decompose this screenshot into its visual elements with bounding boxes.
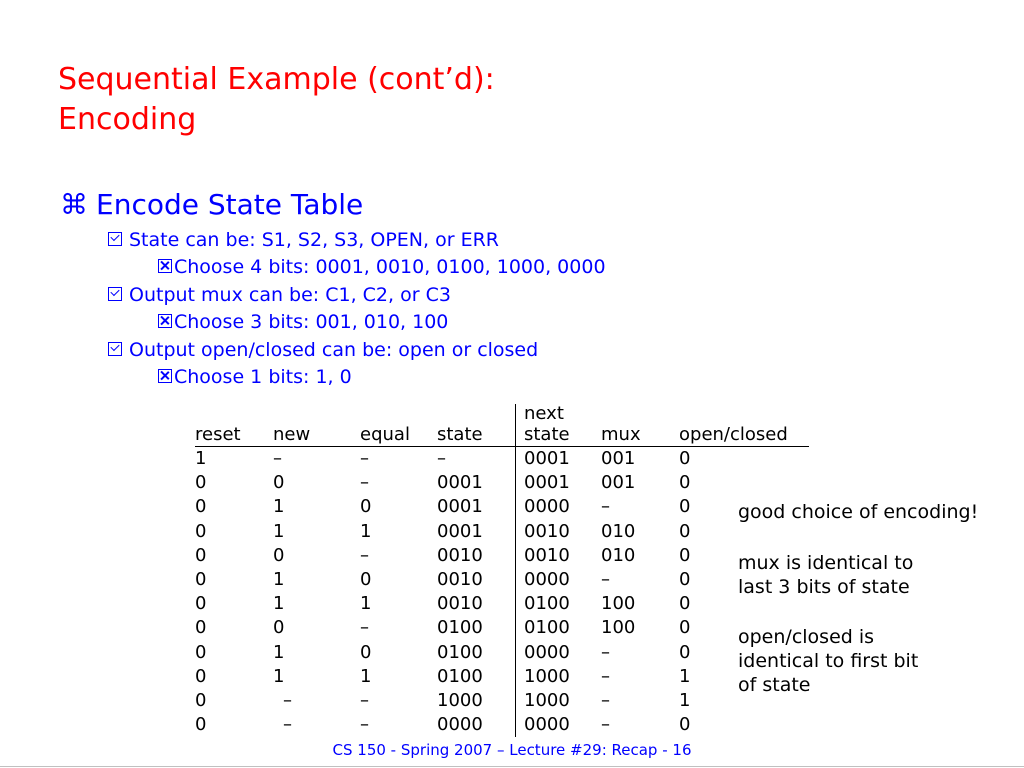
table-row bbox=[195, 713, 809, 737]
header-next-state: state bbox=[516, 424, 602, 447]
command-icon: ⌘ bbox=[60, 188, 88, 221]
table-row bbox=[195, 447, 809, 472]
cell-reset: 0 bbox=[195, 689, 207, 711]
cell-mux: 010 bbox=[601, 520, 636, 542]
x-box-icon bbox=[158, 369, 172, 383]
cell-state: 0010 bbox=[437, 568, 516, 592]
cell-new: 1 bbox=[273, 569, 285, 591]
slide-title bbox=[58, 60, 495, 140]
cell-next-state: 0010 bbox=[524, 520, 570, 542]
cell-open-closed: 1 bbox=[679, 665, 691, 687]
cell-state: 0010 bbox=[437, 592, 516, 616]
sub-bullet-text: Choose 3 bits: 001, 010, 100 bbox=[174, 311, 449, 333]
cell-equal: 1 bbox=[360, 593, 372, 615]
cell-new: 1 bbox=[273, 593, 285, 615]
main-bullet-text: Encode State Table bbox=[96, 188, 364, 221]
cell-new: 1 bbox=[273, 520, 285, 542]
cell-next-state: 0010 bbox=[524, 544, 570, 566]
cell-next-state: 1000 bbox=[524, 665, 570, 687]
cell-equal: 0 bbox=[360, 569, 372, 591]
bullet-item-text: Output mux can be: C1, C2, or C3 bbox=[129, 284, 451, 306]
header-reset: reset bbox=[195, 424, 273, 447]
cell-mux: 100 bbox=[601, 593, 636, 615]
cell-reset: 0 bbox=[195, 641, 207, 663]
cell-state: 0100 bbox=[437, 616, 516, 640]
cell-open-closed: 0 bbox=[679, 496, 691, 518]
cell-equal: 1 bbox=[360, 520, 372, 542]
cell-state: – bbox=[437, 447, 516, 472]
cell-reset: 0 bbox=[195, 617, 207, 639]
cell-new: 0 bbox=[273, 544, 285, 566]
cell-equal: 1 bbox=[360, 665, 372, 687]
cell-state: 0100 bbox=[437, 665, 516, 689]
table-row bbox=[195, 568, 809, 592]
x-box-icon bbox=[158, 259, 172, 273]
checkbox-icon bbox=[108, 232, 122, 246]
cell-open-closed: 0 bbox=[679, 544, 691, 566]
note-oc-3: of state bbox=[738, 674, 811, 696]
cell-reset: 0 bbox=[195, 714, 207, 736]
cell-reset: 0 bbox=[195, 472, 207, 494]
cell-reset: 0 bbox=[195, 520, 207, 542]
table-row bbox=[195, 641, 809, 665]
table-row bbox=[195, 471, 809, 495]
cell-new: – bbox=[273, 448, 282, 470]
slide-footer: CS 150 - Spring 2007 – Lecture #29: Recap - 16 bbox=[332, 741, 692, 759]
cell-state: 0001 bbox=[437, 520, 516, 544]
header-next: next bbox=[524, 403, 564, 424]
sub-bullet-text: Choose 4 bits: 0001, 0010, 0100, 1000, 0000 bbox=[174, 256, 606, 278]
footer-divider bbox=[0, 766, 1024, 767]
cell-reset: 1 bbox=[195, 448, 207, 470]
table-row bbox=[195, 544, 809, 568]
cell-next-state: 0000 bbox=[524, 496, 570, 518]
cell-mux: 001 bbox=[601, 472, 636, 494]
cell-reset: 0 bbox=[195, 544, 207, 566]
cell-reset: 0 bbox=[195, 665, 207, 687]
cell-open-closed: 0 bbox=[679, 714, 691, 736]
cell-mux: – bbox=[601, 689, 610, 711]
cell-equal: – bbox=[360, 617, 369, 639]
sub-bullet-item bbox=[158, 255, 606, 279]
cell-mux: – bbox=[601, 665, 610, 687]
cell-reset: 0 bbox=[195, 593, 207, 615]
cell-equal: 0 bbox=[360, 641, 372, 663]
cell-state: 0001 bbox=[437, 471, 516, 495]
cell-next-state: 0100 bbox=[524, 593, 570, 615]
sub-bullet-item bbox=[158, 365, 352, 389]
cell-new: 0 bbox=[273, 472, 285, 494]
cell-open-closed: 0 bbox=[679, 593, 691, 615]
bullet-item bbox=[108, 283, 451, 307]
cell-open-closed: 0 bbox=[679, 617, 691, 639]
cell-mux: – bbox=[601, 714, 610, 736]
note-oc-1: open/closed is bbox=[738, 626, 875, 648]
cell-mux: – bbox=[601, 641, 610, 663]
cell-equal: 0 bbox=[360, 496, 372, 518]
cell-mux: – bbox=[601, 496, 610, 518]
header-state: state bbox=[437, 424, 516, 447]
cell-open-closed: 1 bbox=[679, 689, 691, 711]
cell-open-closed: 0 bbox=[679, 472, 691, 494]
bullet-item bbox=[108, 228, 499, 252]
cell-state: 0000 bbox=[437, 713, 516, 737]
checkbox-icon bbox=[108, 342, 122, 356]
note-oc-2: identical to first bit bbox=[738, 650, 919, 672]
checkbox-icon bbox=[108, 287, 122, 301]
sub-bullet-text: Choose 1 bits: 1, 0 bbox=[174, 366, 352, 388]
title-line-2: Encoding bbox=[58, 102, 197, 137]
cell-state: 1000 bbox=[437, 689, 516, 713]
cell-state: 0001 bbox=[437, 495, 516, 519]
cell-next-state: 0000 bbox=[524, 641, 570, 663]
cell-next-state: 0000 bbox=[524, 569, 570, 591]
cell-next-state: 0100 bbox=[524, 617, 570, 639]
cell-open-closed: 0 bbox=[679, 641, 691, 663]
table-row bbox=[195, 665, 809, 689]
table-row bbox=[195, 495, 809, 519]
note-mux-1: mux is identical to bbox=[738, 552, 914, 574]
cell-new: 1 bbox=[273, 641, 285, 663]
cell-new: 1 bbox=[273, 496, 285, 518]
note-mux-2: last 3 bits of state bbox=[738, 576, 910, 598]
cell-equal: – bbox=[360, 472, 369, 494]
cell-mux: 001 bbox=[601, 448, 636, 470]
cell-new: – bbox=[283, 689, 292, 711]
bullet-item-text: Output open/closed can be: open or closed bbox=[129, 339, 539, 361]
cell-equal: – bbox=[360, 448, 369, 470]
cell-reset: 0 bbox=[195, 569, 207, 591]
cell-mux: 100 bbox=[601, 617, 636, 639]
cell-new: – bbox=[283, 714, 292, 736]
cell-state: 0100 bbox=[437, 641, 516, 665]
table-row bbox=[195, 592, 809, 616]
title-line-1: Sequential Example (cont’d): bbox=[58, 62, 495, 97]
cell-open-closed: 0 bbox=[679, 520, 691, 542]
cell-equal: – bbox=[360, 689, 369, 711]
bullet-item-text: State can be: S1, S2, S3, OPEN, or ERR bbox=[129, 229, 499, 251]
bullet-item bbox=[108, 338, 538, 362]
table-row bbox=[195, 689, 809, 713]
cell-reset: 0 bbox=[195, 496, 207, 518]
note-good-choice: good choice of encoding! bbox=[738, 501, 979, 523]
cell-new: 1 bbox=[273, 665, 285, 687]
x-box-icon bbox=[158, 314, 172, 328]
main-bullet bbox=[60, 188, 363, 222]
header-mux: mux bbox=[601, 424, 679, 447]
cell-equal: – bbox=[360, 714, 369, 736]
header-open-closed: open/closed bbox=[679, 424, 809, 447]
cell-next-state: 0001 bbox=[524, 448, 570, 470]
cell-next-state: 1000 bbox=[524, 689, 570, 711]
cell-open-closed: 0 bbox=[679, 569, 691, 591]
cell-next-state: 0001 bbox=[524, 472, 570, 494]
cell-next-state: 0000 bbox=[524, 714, 570, 736]
table-row bbox=[195, 520, 809, 544]
state-table bbox=[195, 404, 809, 737]
cell-open-closed: 0 bbox=[679, 448, 691, 470]
sub-bullet-item bbox=[158, 310, 448, 334]
table-row bbox=[195, 616, 809, 640]
cell-state: 0010 bbox=[437, 544, 516, 568]
header-new: new bbox=[273, 424, 360, 447]
header-equal: equal bbox=[360, 424, 437, 447]
cell-mux: 010 bbox=[601, 544, 636, 566]
cell-new: 0 bbox=[273, 617, 285, 639]
cell-equal: – bbox=[360, 544, 369, 566]
cell-mux: – bbox=[601, 569, 610, 591]
